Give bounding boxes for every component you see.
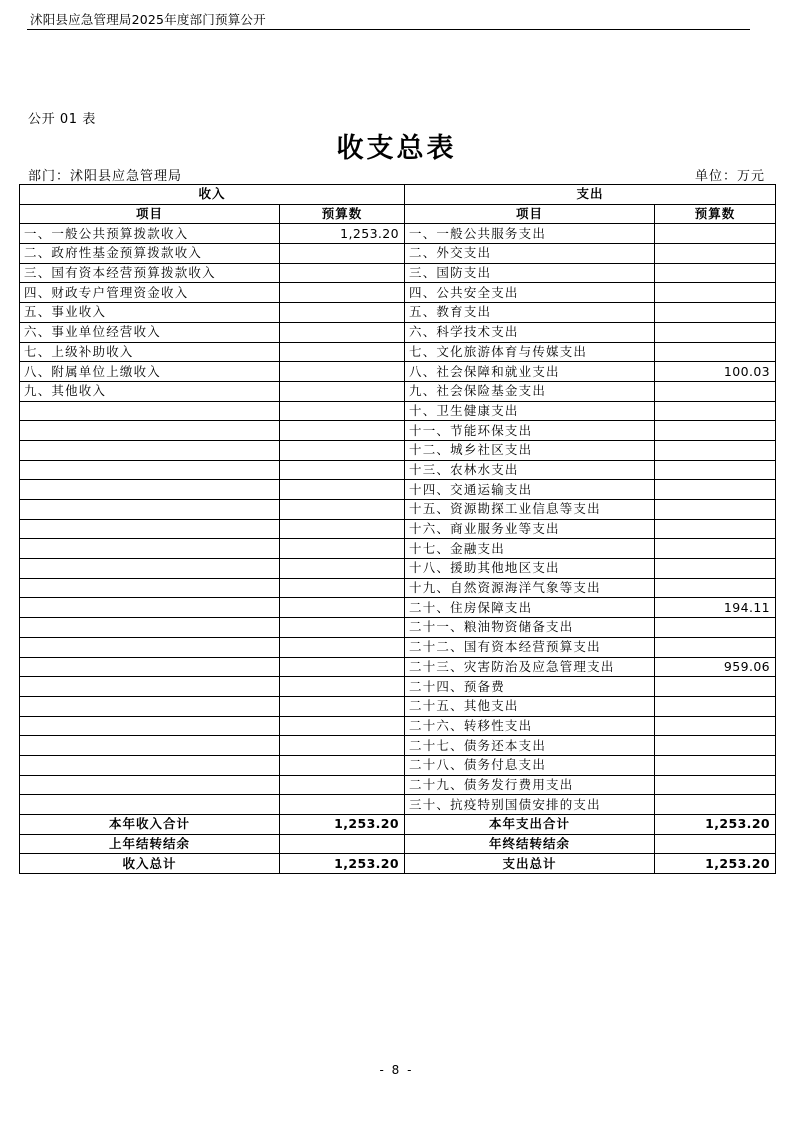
expense-amount-cell [655, 795, 776, 815]
expense-item-cell: 二十九、债务发行费用支出 [405, 775, 655, 795]
total-row [20, 854, 776, 874]
expense-item-cell: 十六、商业服务业等支出 [405, 519, 655, 539]
table-row [20, 539, 776, 559]
expense-amount-cell [655, 716, 776, 736]
expense-item-cell: 二十一、粮油物资储备支出 [405, 618, 655, 638]
income-amount-cell [280, 500, 405, 520]
income-item-cell [20, 755, 280, 775]
income-total-amount: 1,253.20 [280, 815, 405, 835]
expense-item-cell: 十七、金融支出 [405, 539, 655, 559]
income-amount-cell [280, 677, 405, 697]
expense-amount-cell [655, 500, 776, 520]
income-item-cell [20, 598, 280, 618]
expense-item-cell: 二十、住房保障支出 [405, 598, 655, 618]
expense-item-cell: 五、教育支出 [405, 303, 655, 323]
expense-item-cell: 二十八、债务付息支出 [405, 755, 655, 775]
expense-total-label: 支出总计 [405, 854, 655, 874]
budget-summary-table [19, 184, 776, 874]
expense-amount-cell [655, 381, 776, 401]
income-item-cell [20, 637, 280, 657]
income-item-cell: 三、国有资本经营预算拨款收入 [20, 263, 280, 283]
expense-amount-cell [655, 460, 776, 480]
expense-item-cell: 四、公共安全支出 [405, 283, 655, 303]
expense-amount-cell: 100.03 [655, 362, 776, 382]
table-row [20, 440, 776, 460]
table-row [20, 244, 776, 264]
income-amount-cell [280, 480, 405, 500]
table-row [20, 381, 776, 401]
expense-amount-cell [655, 440, 776, 460]
income-amount-cell [280, 775, 405, 795]
expense-amount-cell [655, 480, 776, 500]
expense-amount-cell: 959.06 [655, 657, 776, 677]
expense-item-cell: 二十五、其他支出 [405, 696, 655, 716]
expense-item-cell: 二十四、预备费 [405, 677, 655, 697]
expense-amount-cell [655, 283, 776, 303]
income-amount-cell [280, 618, 405, 638]
income-item-cell [20, 559, 280, 579]
table-row [20, 322, 776, 342]
table-row [20, 716, 776, 736]
expense-item-cell: 九、社会保险基金支出 [405, 381, 655, 401]
table-row [20, 637, 776, 657]
department-label: 部门：沭阳县应急管理局 [28, 169, 183, 184]
income-item-cell: 七、上级补助收入 [20, 342, 280, 362]
expense-item-cell: 六、科学技术支出 [405, 322, 655, 342]
income-amount-cell [280, 381, 405, 401]
expense-amount-cell [655, 775, 776, 795]
income-item-cell [20, 539, 280, 559]
expense-item-cell: 七、文化旅游体育与传媒支出 [405, 342, 655, 362]
income-amount-cell [280, 539, 405, 559]
table-row [20, 736, 776, 756]
total-row [20, 815, 776, 835]
income-item-cell: 四、财政专户管理资金收入 [20, 283, 280, 303]
income-item-cell [20, 775, 280, 795]
income-item-cell [20, 480, 280, 500]
income-total-label: 收入总计 [20, 854, 280, 874]
income-amount-cell [280, 401, 405, 421]
income-amount-cell [280, 460, 405, 480]
expense-amount-cell [655, 322, 776, 342]
income-amount-cell [280, 795, 405, 815]
income-amount-cell [280, 755, 405, 775]
expense-amount-cell [655, 263, 776, 283]
expense-item-cell: 八、社会保障和就业支出 [405, 362, 655, 382]
expense-amount-cell [655, 755, 776, 775]
income-amount-cell [280, 421, 405, 441]
expense-amount-cell [655, 736, 776, 756]
table-row [20, 342, 776, 362]
table-row [20, 755, 776, 775]
expense-item-cell: 三十、抗疫特别国债安排的支出 [405, 795, 655, 815]
table-row [20, 598, 776, 618]
expense-item-cell: 十四、交通运输支出 [405, 480, 655, 500]
income-total-label: 本年收入合计 [20, 815, 280, 835]
income-item-cell [20, 716, 280, 736]
expense-amount-cell [655, 519, 776, 539]
income-total-label: 上年结转结余 [20, 834, 280, 854]
income-amount-cell [280, 637, 405, 657]
income-budget-header: 预算数 [280, 204, 405, 224]
expense-total-label: 本年支出合计 [405, 815, 655, 835]
income-amount-cell [280, 244, 405, 264]
table-row [20, 362, 776, 382]
income-amount-cell [280, 342, 405, 362]
table-row [20, 421, 776, 441]
table-row [20, 500, 776, 520]
expense-amount-cell [655, 559, 776, 579]
table-row [20, 559, 776, 579]
income-amount-cell [280, 303, 405, 323]
table-row [20, 775, 776, 795]
income-total-amount: 1,253.20 [280, 854, 405, 874]
expense-item-header: 项目 [405, 204, 655, 224]
income-amount-cell: 1,253.20 [280, 224, 405, 244]
income-amount-cell [280, 263, 405, 283]
page-title: 收支总表 [336, 133, 457, 164]
table-row [20, 480, 776, 500]
income-item-cell: 九、其他收入 [20, 381, 280, 401]
income-item-cell: 一、一般公共预算拨款收入 [20, 224, 280, 244]
expense-group-header: 支出 [405, 185, 776, 205]
table-row [20, 224, 776, 244]
expense-item-cell: 十一、节能环保支出 [405, 421, 655, 441]
income-item-header: 项目 [20, 204, 280, 224]
expense-amount-cell [655, 401, 776, 421]
table-row [20, 677, 776, 697]
expense-amount-cell: 194.11 [655, 598, 776, 618]
expense-amount-cell [655, 244, 776, 264]
expense-total-amount [655, 834, 776, 854]
expense-amount-cell [655, 539, 776, 559]
income-item-cell [20, 440, 280, 460]
table-row [20, 460, 776, 480]
expense-amount-cell [655, 618, 776, 638]
form-code: 公开 01 表 [28, 112, 97, 127]
income-item-cell [20, 421, 280, 441]
expense-item-cell: 十九、自然资源海洋气象等支出 [405, 578, 655, 598]
income-item-cell [20, 696, 280, 716]
total-row [20, 834, 776, 854]
income-amount-cell [280, 362, 405, 382]
table-row [20, 283, 776, 303]
income-item-cell [20, 401, 280, 421]
income-item-cell [20, 677, 280, 697]
income-item-cell: 五、事业收入 [20, 303, 280, 323]
expense-budget-header: 预算数 [655, 204, 776, 224]
income-item-cell: 六、事业单位经营收入 [20, 322, 280, 342]
expense-total-label: 年终结转结余 [405, 834, 655, 854]
income-amount-cell [280, 736, 405, 756]
expense-item-cell: 十八、援助其他地区支出 [405, 559, 655, 579]
expense-amount-cell [655, 303, 776, 323]
income-item-cell [20, 657, 280, 677]
income-item-cell: 二、政府性基金预算拨款收入 [20, 244, 280, 264]
expense-item-cell: 十二、城乡社区支出 [405, 440, 655, 460]
income-amount-cell [280, 559, 405, 579]
expense-amount-cell [655, 696, 776, 716]
expense-item-cell: 二十六、转移性支出 [405, 716, 655, 736]
expense-amount-cell [655, 637, 776, 657]
expense-item-cell: 十五、资源勘探工业信息等支出 [405, 500, 655, 520]
income-item-cell [20, 500, 280, 520]
expense-item-cell: 二、外交支出 [405, 244, 655, 264]
expense-total-amount: 1,253.20 [655, 854, 776, 874]
table-row [20, 696, 776, 716]
table-row [20, 401, 776, 421]
unit-label: 单位：万元 [694, 169, 765, 184]
income-amount-cell [280, 578, 405, 598]
expense-item-cell: 二十二、国有资本经营预算支出 [405, 637, 655, 657]
expense-item-cell: 一、一般公共服务支出 [405, 224, 655, 244]
expense-amount-cell [655, 677, 776, 697]
table-row [20, 303, 776, 323]
table-row [20, 657, 776, 677]
income-amount-cell [280, 322, 405, 342]
income-item-cell [20, 519, 280, 539]
income-total-amount [280, 834, 405, 854]
table-row [20, 795, 776, 815]
income-item-cell [20, 736, 280, 756]
expense-amount-cell [655, 421, 776, 441]
expense-item-cell: 二十七、债务还本支出 [405, 736, 655, 756]
running-header: 沭阳县应急管理局2025年度部门预算公开 [30, 12, 266, 27]
table-row [20, 578, 776, 598]
income-item-cell [20, 795, 280, 815]
page-number: - 8 - [379, 1063, 414, 1077]
income-amount-cell [280, 716, 405, 736]
expense-amount-cell [655, 224, 776, 244]
income-amount-cell [280, 440, 405, 460]
income-amount-cell [280, 598, 405, 618]
table-row [20, 519, 776, 539]
income-group-header: 收入 [20, 185, 405, 205]
expense-total-amount: 1,253.20 [655, 815, 776, 835]
income-item-cell [20, 618, 280, 638]
income-amount-cell [280, 519, 405, 539]
expense-item-cell: 二十三、灾害防治及应急管理支出 [405, 657, 655, 677]
table-row [20, 618, 776, 638]
expense-amount-cell [655, 342, 776, 362]
table-row [20, 263, 776, 283]
expense-item-cell: 十、卫生健康支出 [405, 401, 655, 421]
income-amount-cell [280, 657, 405, 677]
income-item-cell [20, 578, 280, 598]
income-amount-cell [280, 696, 405, 716]
expense-item-cell: 三、国防支出 [405, 263, 655, 283]
income-amount-cell [280, 283, 405, 303]
expense-item-cell: 十三、农林水支出 [405, 460, 655, 480]
income-item-cell: 八、附属单位上缴收入 [20, 362, 280, 382]
header-rule [27, 29, 750, 30]
expense-amount-cell [655, 578, 776, 598]
income-item-cell [20, 460, 280, 480]
